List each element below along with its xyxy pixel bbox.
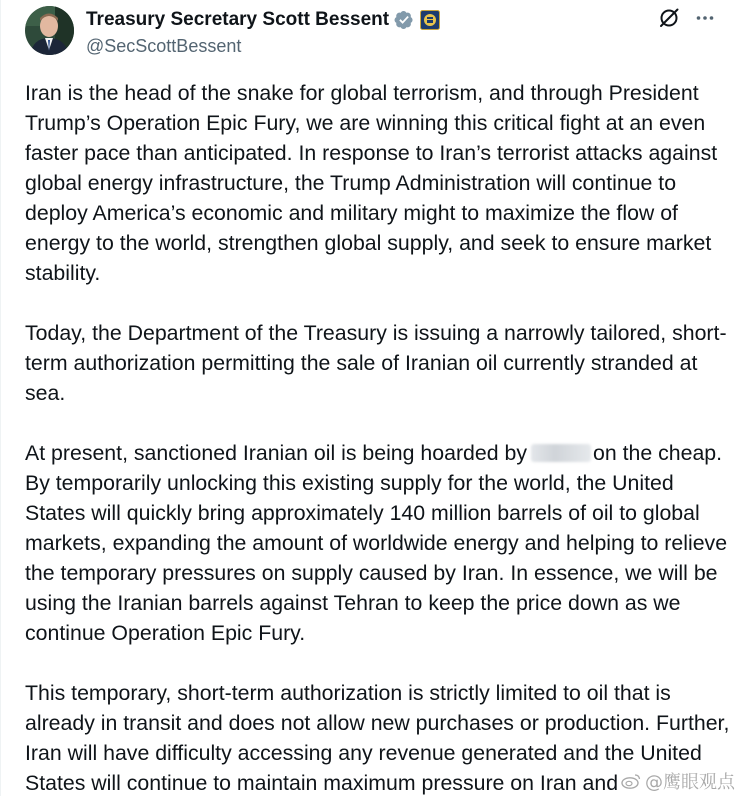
treasury-seal-icon[interactable]: [420, 10, 440, 30]
author-display-name[interactable]: Treasury Secretary Scott Bessent: [86, 9, 390, 30]
header-actions: [657, 6, 717, 30]
avatar-image: [25, 6, 74, 55]
post-text: [25, 78, 737, 796]
post-paragraph-4: This temporary, short-term authorization is strictly limited to oil that is already in transit and does not allow new purchases or production. Further, Iran will have difficulty accessing any revenue generated and the United States will continue to maintain maximum pressure on Iran and: [25, 681, 730, 795]
post-paragraph-3-end: on the cheap. By temporarily unlocking this existing supply for the world, the United States will quickly bring approximately 140 million barrels of oil to global markets, expanding the amount of worldwide energy and helping to relieve the temporary pressures on supply caused by Iran. In essence, we will be using the Iranian barrels against Tehran to keep the price down as we continue Operation Epic Fury.: [25, 441, 728, 645]
redacted-text: [531, 444, 591, 462]
post-header: [25, 0, 731, 68]
avatar[interactable]: [25, 6, 74, 55]
verified-check-icon[interactable]: [394, 10, 414, 30]
grok-icon[interactable]: [657, 6, 681, 30]
weibo-logo-icon: [621, 773, 641, 789]
post-paragraph-2: Today, the Department of the Treasury is issuing a narrowly tailored, short-term authorization permitting the sale of Iranian oil currently stranded at sea.: [25, 321, 727, 405]
post-paragraph-3: [25, 438, 737, 648]
more-dots-icon[interactable]: [693, 6, 717, 30]
post-paragraph-3-start: At present, sanctioned Iranian oil is being hoarded by: [25, 441, 527, 465]
watermark-text: @鹰眼观点: [645, 772, 735, 793]
author-handle[interactable]: @SecScottBessent: [86, 36, 242, 56]
post-paragraph-1: Iran is the head of the snake for global terrorism, and through President Trump’s Operation Epic Fury, we are winning this critical fight at an even faster pace than anticipated. In response to Iran’s terrorist attacks against global energy infrastructure, the Trump Administration will continue to deploy America’s economic and military might to maximize the flow of energy to the world, strengthen global supply, and seek to ensure market stability.: [25, 81, 718, 285]
name-row: [86, 8, 440, 32]
author-info: [86, 6, 440, 58]
watermark: [621, 768, 735, 794]
